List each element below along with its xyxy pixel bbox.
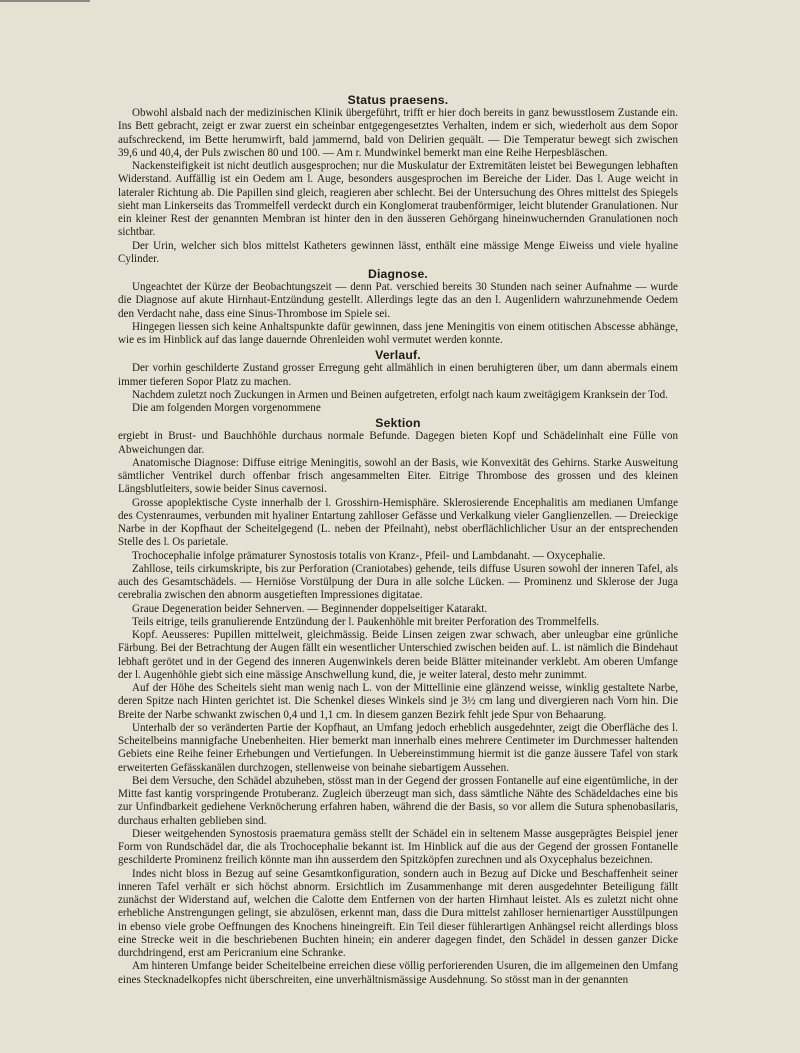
paragraph: Nachdem zuletzt noch Zuckungen in Armen und Beinen aufgetreten, erfolgt nach kaum zweitägigem Kranksein der Tod. (132, 388, 668, 401)
paragraph: Hingegen liessen sich keine Anhaltspunkte dafür gewinnen, dass jene Meningitis von einem otitischen Abscesse abhänge, wie es im Hinblick auf das lange dauernde Ohrenleiden wohl vermutet werden konnte. (118, 320, 678, 346)
paragraph: Obwohl alsbald nach der medizinischen Klinik übergeführt, trifft er hier doch bereits in ganz bewusstlosem Zustande ein. Ins Bett gebracht, zeigt er zwar zuerst ein scheinbar entgegengesetztes Verhalten, indem er sich, wiederholt aus dem Sopor aufschreckend, im Bette herumwirft, bald jammernd, bald von Delirien gequält. — Die Temperatur bewegt sich zwischen 39,6 und 40,4, der Puls zwischen 80 und 100. — Am r. Mundwinkel bemerkt man eine Reihe Herpesbläschen. (118, 107, 678, 159)
paragraph: Anatomische Diagnose: Diffuse eitrige Meningitis, sowohl an der Basis, wie Konvexität des Gehirns. Starke Ausweitung sämtlicher Ventrikel durch offenbar frisch angesammelten Eiter. Eitrige Thrombose des grossen und des kleinen Längsblutleiters, sowie beider Sinus cavernosi. (118, 456, 678, 496)
section-heading: Status praesens. (347, 93, 449, 107)
paragraph: Trochocephalie infolge prämaturer Synostosis totalis von Kranz-, Pfeil- und Lambdanaht. — Oxycephalie. (132, 549, 606, 562)
scan-edge-line (0, 0, 90, 2)
paragraph: Dieser weitgehenden Synostosis praematura gemäss stellt der Schädel ein in seltenem Masse ausgeprägtes Beispiel jener Form von Rundschädel dar, die als Trochocephalie bekannt ist. Im Hinblick auf die aus der Gegend der grossen Fontanelle geschilderte Prominenz freilich könnte man ihn ausserdem den Spitzköpfen zurechnen und als Oxycephalus bezeichnen. (118, 827, 678, 867)
paragraph: Nackensteifigkeit ist nicht deutlich ausgesprochen; nur die Muskulatur der Extremitäten leistet bei Bewegungen lebhaften Widerstand. Auffällig ist ein Oedem am l. Auge, besonders ausgesprochen im Bereiche der Lider. Das l. Auge weicht in lateraler Richtung ab. Die Papillen sind gleich, reagieren aber schlecht. Bei der Untersuchung des Ohres mittelst des Spiegels sieht man Linkerseits das Trommelfell verdeckt durch ein Konglomerat traubenförmiger, leicht blutender Granulationen. Nur ein kleiner Rest der genannten Membran ist hinter den in den äusseren Gehörgang hineinwuchernden Granulationen noch sichtbar. (118, 160, 678, 239)
paragraph: Grosse apoplektische Cyste innerhalb der l. Grosshirn-Hemisphäre. Sklerosierende Encephalitis am medianen Umfange des Cystenraumes, verbunden mit hyaliner Entartung zahlloser Gefässe und Verkalkung vieler Ganglienzellen. — Dreieckige Narbe in der Kopfhaut der Scheitelgegend (L. neben der Pfeilnaht), nebst oberflächlichlicher Usur an der entsprechenden Stelle des l. Os parietale. (118, 496, 678, 549)
paragraph: Ungeachtet der Kürze der Beobachtungszeit — denn Pat. verschied bereits 30 Stunden nach seiner Aufnahme — wurde die Diagnose auf akute Hirnhaut-Entzündung gestellt. Allerdings legte das an den l. Augenlidern wahrzunehmende Oedem den Verdacht nahe, dass eine Sinus-Thrombose im Spiele sei. (118, 281, 678, 320)
paragraph: Kopf. Aeusseres: Pupillen mittelweit, gleichmässig. Beide Linsen zeigen zwar schwach, aber unleugbar eine grünliche Färbung. Bei der Betrachtung der Augen fällt ein wesentlicher Unterschied zwischen beiden auf. L. ist nämlich die Bindehaut lebhaft gerötet und in der Gegend des inneren Augenwinkels deren beide Blätter miteinander verklebt. Am oberen Umfange der l. Augenhöhle giebt sich eine mässige Anschwellung kund, die, je weiter lateral, desto mehr zunimmt. (118, 629, 678, 681)
paragraph: ergiebt in Brust- und Bauchhöhle durchaus normale Befunde. Dagegen bieten Kopf und Schädelinhalt eine Fülle von Abweichungen dar. (118, 430, 678, 456)
section-heading: Diagnose. (367, 267, 429, 281)
document-body (118, 92, 678, 987)
paragraph: Indes nicht bloss in Bezug auf seine Gesamtkonfiguration, sondern auch in Bezug auf Dicke und Beschaffenheit seiner inneren Tafel verhält er sich höchst abnorm. Ersichtlich im Zusammenhange mit deren ausgedehnter Beteiligung fällt zunächst der Widerstand auf, welchen die Calotte dem Entfernen von der harten Hirnhaut leistet. Als es zuletzt nicht ohne erhebliche Anstrengungen gelingt, sie abzulösen, erkennt man, dass die Dura mittelst zahlloser hernienartiger Ausstülpungen in ebenso viele grobe Oeffnungen des Knochens hineingreift. Ein Teil dieser fühlerartigen Anhängsel reicht allerdings bloss eine Strecke weit in die beschriebenen Buchten hinein; ein anderer dagegen findet, den Schädel in dessen ganzer Dicke durchdringend, erst am Pericranium eine Schranke. (118, 867, 678, 959)
paragraph: Teils eitrige, teils granulierende Entzündung der l. Paukenhöhle mit breiter Perforation des Trommelfells. (132, 615, 600, 628)
section-heading: Verlauf. (375, 348, 421, 363)
paragraph: Unterhalb der so veränderten Partie der Kopfhaut, an Umfang jedoch erheblich ausgedehnter, zeigt die Oberfläche des l. Scheitelbeins mannigfache Unebenheiten. Hier bemerkt man innerhalb eines mehrere Centimeter im Durchmesser haltenden Gebiets eine Reihe feiner Erhebungen und Vertiefungen. In Uebereinstimmung hiermit ist die ganze äussere Tafel von stark erweiterten Gefässkanälen durchzogen, stellenweise von beinahe siebartigem Aussehen. (118, 721, 678, 774)
section-heading: Sektion (375, 416, 421, 431)
paragraph: Auf der Höhe des Scheitels sieht man wenig nach L. von der Mittellinie eine glänzend weisse, winklig gestaltete Narbe, deren Spitze nach Hinten gerichtet ist. Die Schenkel dieses Winkels sind je 3½ cm lang und divergieren nach Vorn hin. Die Breite der Narbe schwankt zwischen 0,4 und 1,1 cm. In diesem ganzen Bezirk fehlt jede Spur von Behaarung. (118, 682, 678, 721)
paragraph: Zahllose, teils cirkumskripte, bis zur Perforation (Craniotabes) gehende, teils diffuse Usuren sowohl der inneren Tafel, als auch des Gesamtschädels. — Herniöse Vorstülpung der Dura in alle solche Lücken. — Prominenz und Sklerose der Juga cerebralia zwischen den abnorm ausgetieften Impressiones digitatae. (118, 562, 678, 602)
paragraph: Die am folgenden Morgen vorgenommene (132, 402, 321, 414)
paragraph: Der Urin, welcher sich blos mittelst Katheters gewinnen lässt, enthält eine mässige Menge Eiweiss und viele hyaline Cylinder. (118, 239, 678, 265)
paragraph: Am hinteren Umfange beider Scheitelbeine erreichen diese völlig perforierenden Usuren, die im allgemeinen den Umfang eines Stecknadelkopfes nicht überschreiten, eine unverhältnismässige Ausdehnung. So stösst man in der genannten (118, 960, 678, 986)
paragraph: Bei dem Versuche, den Schädel abzuheben, stösst man in der Gegend der grossen Fontanelle auf eine eigentümliche, in der Mitte fast kantig vorspringende Protuberanz. Zugleich überzeugt man sich, dass sämtliche Nähte des Schädeldaches eine bis zur Unfindbarkeit gediehene Verknöcherung erfahren haben, während die der Basis, so vor allem die Sutura sphenobasilaris, durchaus erhalten geblieben sind. (118, 774, 678, 827)
paragraph: Der vorhin geschilderte Zustand grosser Erregung geht allmählich in einen beruhigteren über, um dann abermals einem immer tieferen Sopor Platz zu machen. (118, 362, 678, 388)
paragraph: Graue Degeneration beider Sehnerven. — Beginnender doppelseitiger Katarakt. (132, 602, 488, 615)
